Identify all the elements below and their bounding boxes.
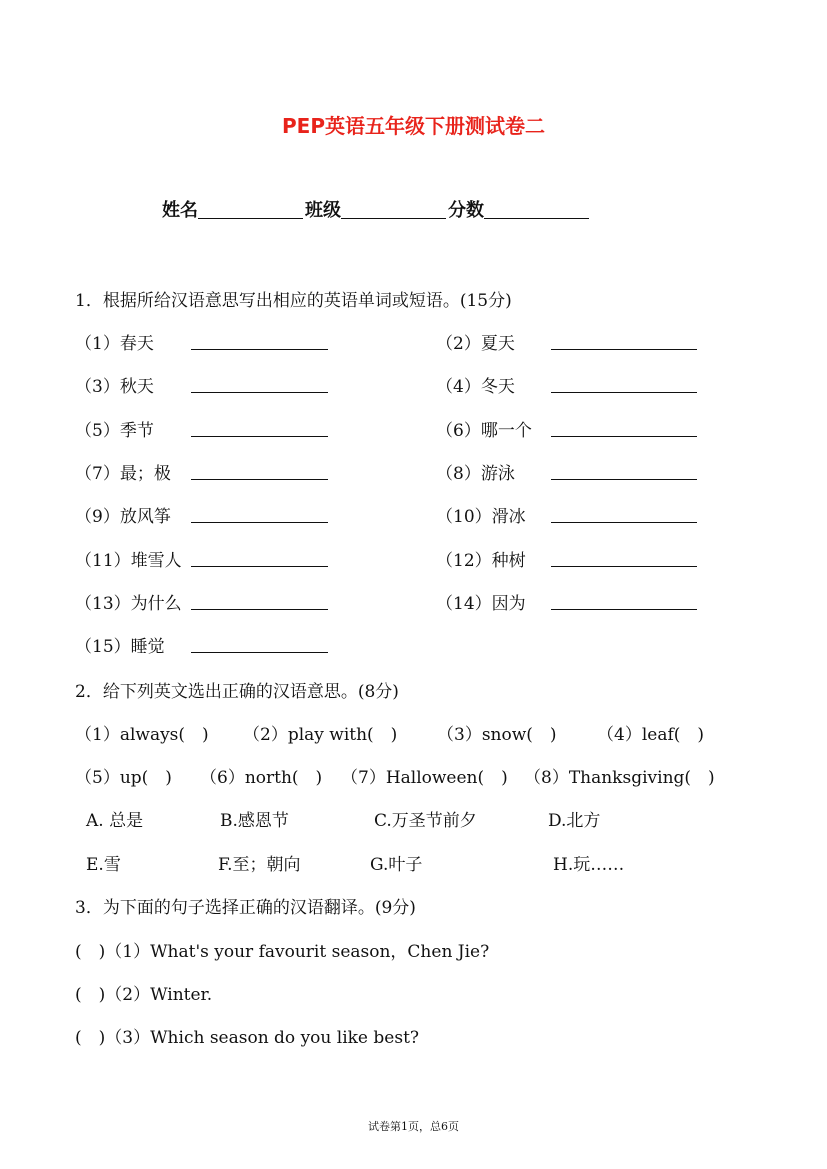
class-label: 班级 — [305, 200, 341, 221]
s1-item-label: （8）游泳 — [436, 463, 515, 484]
s1-item-label: （6）哪一个 — [436, 420, 532, 441]
s1-item-label: （2）夏天 — [436, 334, 515, 354]
s1-item-label: （14）因为 — [436, 593, 526, 614]
s1-answer-blank[interactable] — [191, 479, 328, 480]
s2-item-4: （4）leaf( ) — [597, 725, 705, 745]
s1-item-label: （1）春天 — [75, 334, 154, 354]
s1-answer-blank[interactable] — [551, 522, 697, 523]
s2-item-8: （8）Thanksgiving( ) — [524, 768, 715, 788]
s1-answer-blank[interactable] — [191, 436, 328, 437]
s3-item-2: ( )（2）Winter. — [75, 985, 213, 1005]
s2-item-3: （3）snow( ) — [437, 725, 557, 745]
s2-item-2: （2）play with( ) — [243, 725, 398, 745]
s1-answer-blank[interactable] — [551, 392, 697, 393]
s1-item-label: （12）种树 — [436, 550, 526, 571]
s3-item-1: ( )（1）What's your favourit season，Chen Jie? — [75, 942, 490, 962]
student-info-line — [162, 196, 591, 222]
s1-answer-blank[interactable] — [191, 566, 328, 567]
section1-heading: 1．根据所给汉语意思写出相应的英语单词或短语。(15分) — [75, 291, 512, 311]
s2-option-d: D.北方 — [548, 811, 601, 831]
s1-answer-blank[interactable] — [551, 479, 697, 480]
s1-answer-blank[interactable] — [191, 392, 328, 393]
s2-option-b: B.感恩节 — [220, 811, 289, 831]
s2-item-6: （6）north( ) — [200, 768, 323, 788]
s1-item-label: （13）为什么 — [75, 593, 182, 614]
s2-item-1: （1）always( ) — [75, 725, 209, 745]
s1-item-label: （4）冬天 — [436, 377, 515, 398]
s1-item-label: （5）季节 — [75, 420, 154, 441]
page-footer: 试卷第1页，总6页 — [368, 1120, 459, 1133]
s1-answer-blank[interactable] — [551, 566, 697, 567]
s2-option-g: G.叶子 — [370, 855, 423, 875]
s2-option-h: H.玩…… — [553, 855, 625, 875]
s1-item-label: （15）睡觉 — [75, 637, 165, 658]
score-blank[interactable] — [484, 218, 589, 219]
s3-item-3: ( )（3）Which season do you like best? — [75, 1028, 420, 1048]
s2-option-e: E.雪 — [86, 855, 121, 875]
s1-answer-blank[interactable] — [551, 436, 697, 437]
s1-answer-blank[interactable] — [191, 349, 328, 350]
s2-item-7: （7）Halloween( ) — [341, 768, 508, 788]
s1-answer-blank[interactable] — [551, 609, 697, 610]
s2-item-5: （5）up( ) — [75, 768, 172, 788]
s1-answer-blank[interactable] — [191, 522, 328, 523]
class-blank[interactable] — [341, 218, 446, 219]
page-title: PEP英语五年级下册测试卷二 — [282, 114, 545, 138]
s1-item-label: （10）滑冰 — [436, 507, 526, 528]
s1-item-label: （3）秋天 — [75, 377, 154, 398]
score-label: 分数 — [448, 200, 484, 221]
s2-option-f: F.至；朝向 — [218, 855, 301, 875]
s1-answer-blank[interactable] — [191, 652, 328, 653]
s1-answer-blank[interactable] — [551, 349, 697, 350]
s1-item-label: （11）堆雪人 — [75, 550, 182, 571]
s1-item-label: （9）放风筝 — [75, 507, 171, 528]
section3-heading: 3．为下面的句子选择正确的汉语翻译。(9分) — [75, 898, 416, 918]
s1-item-label: （7）最；极 — [75, 463, 171, 484]
name-blank[interactable] — [198, 218, 303, 219]
s2-option-c: C.万圣节前夕 — [374, 811, 477, 831]
section2-heading: 2．给下列英文选出正确的汉语意思。(8分) — [75, 682, 399, 702]
s1-answer-blank[interactable] — [191, 609, 328, 610]
s2-option-a: A. 总是 — [86, 811, 144, 831]
name-label: 姓名 — [162, 200, 198, 221]
